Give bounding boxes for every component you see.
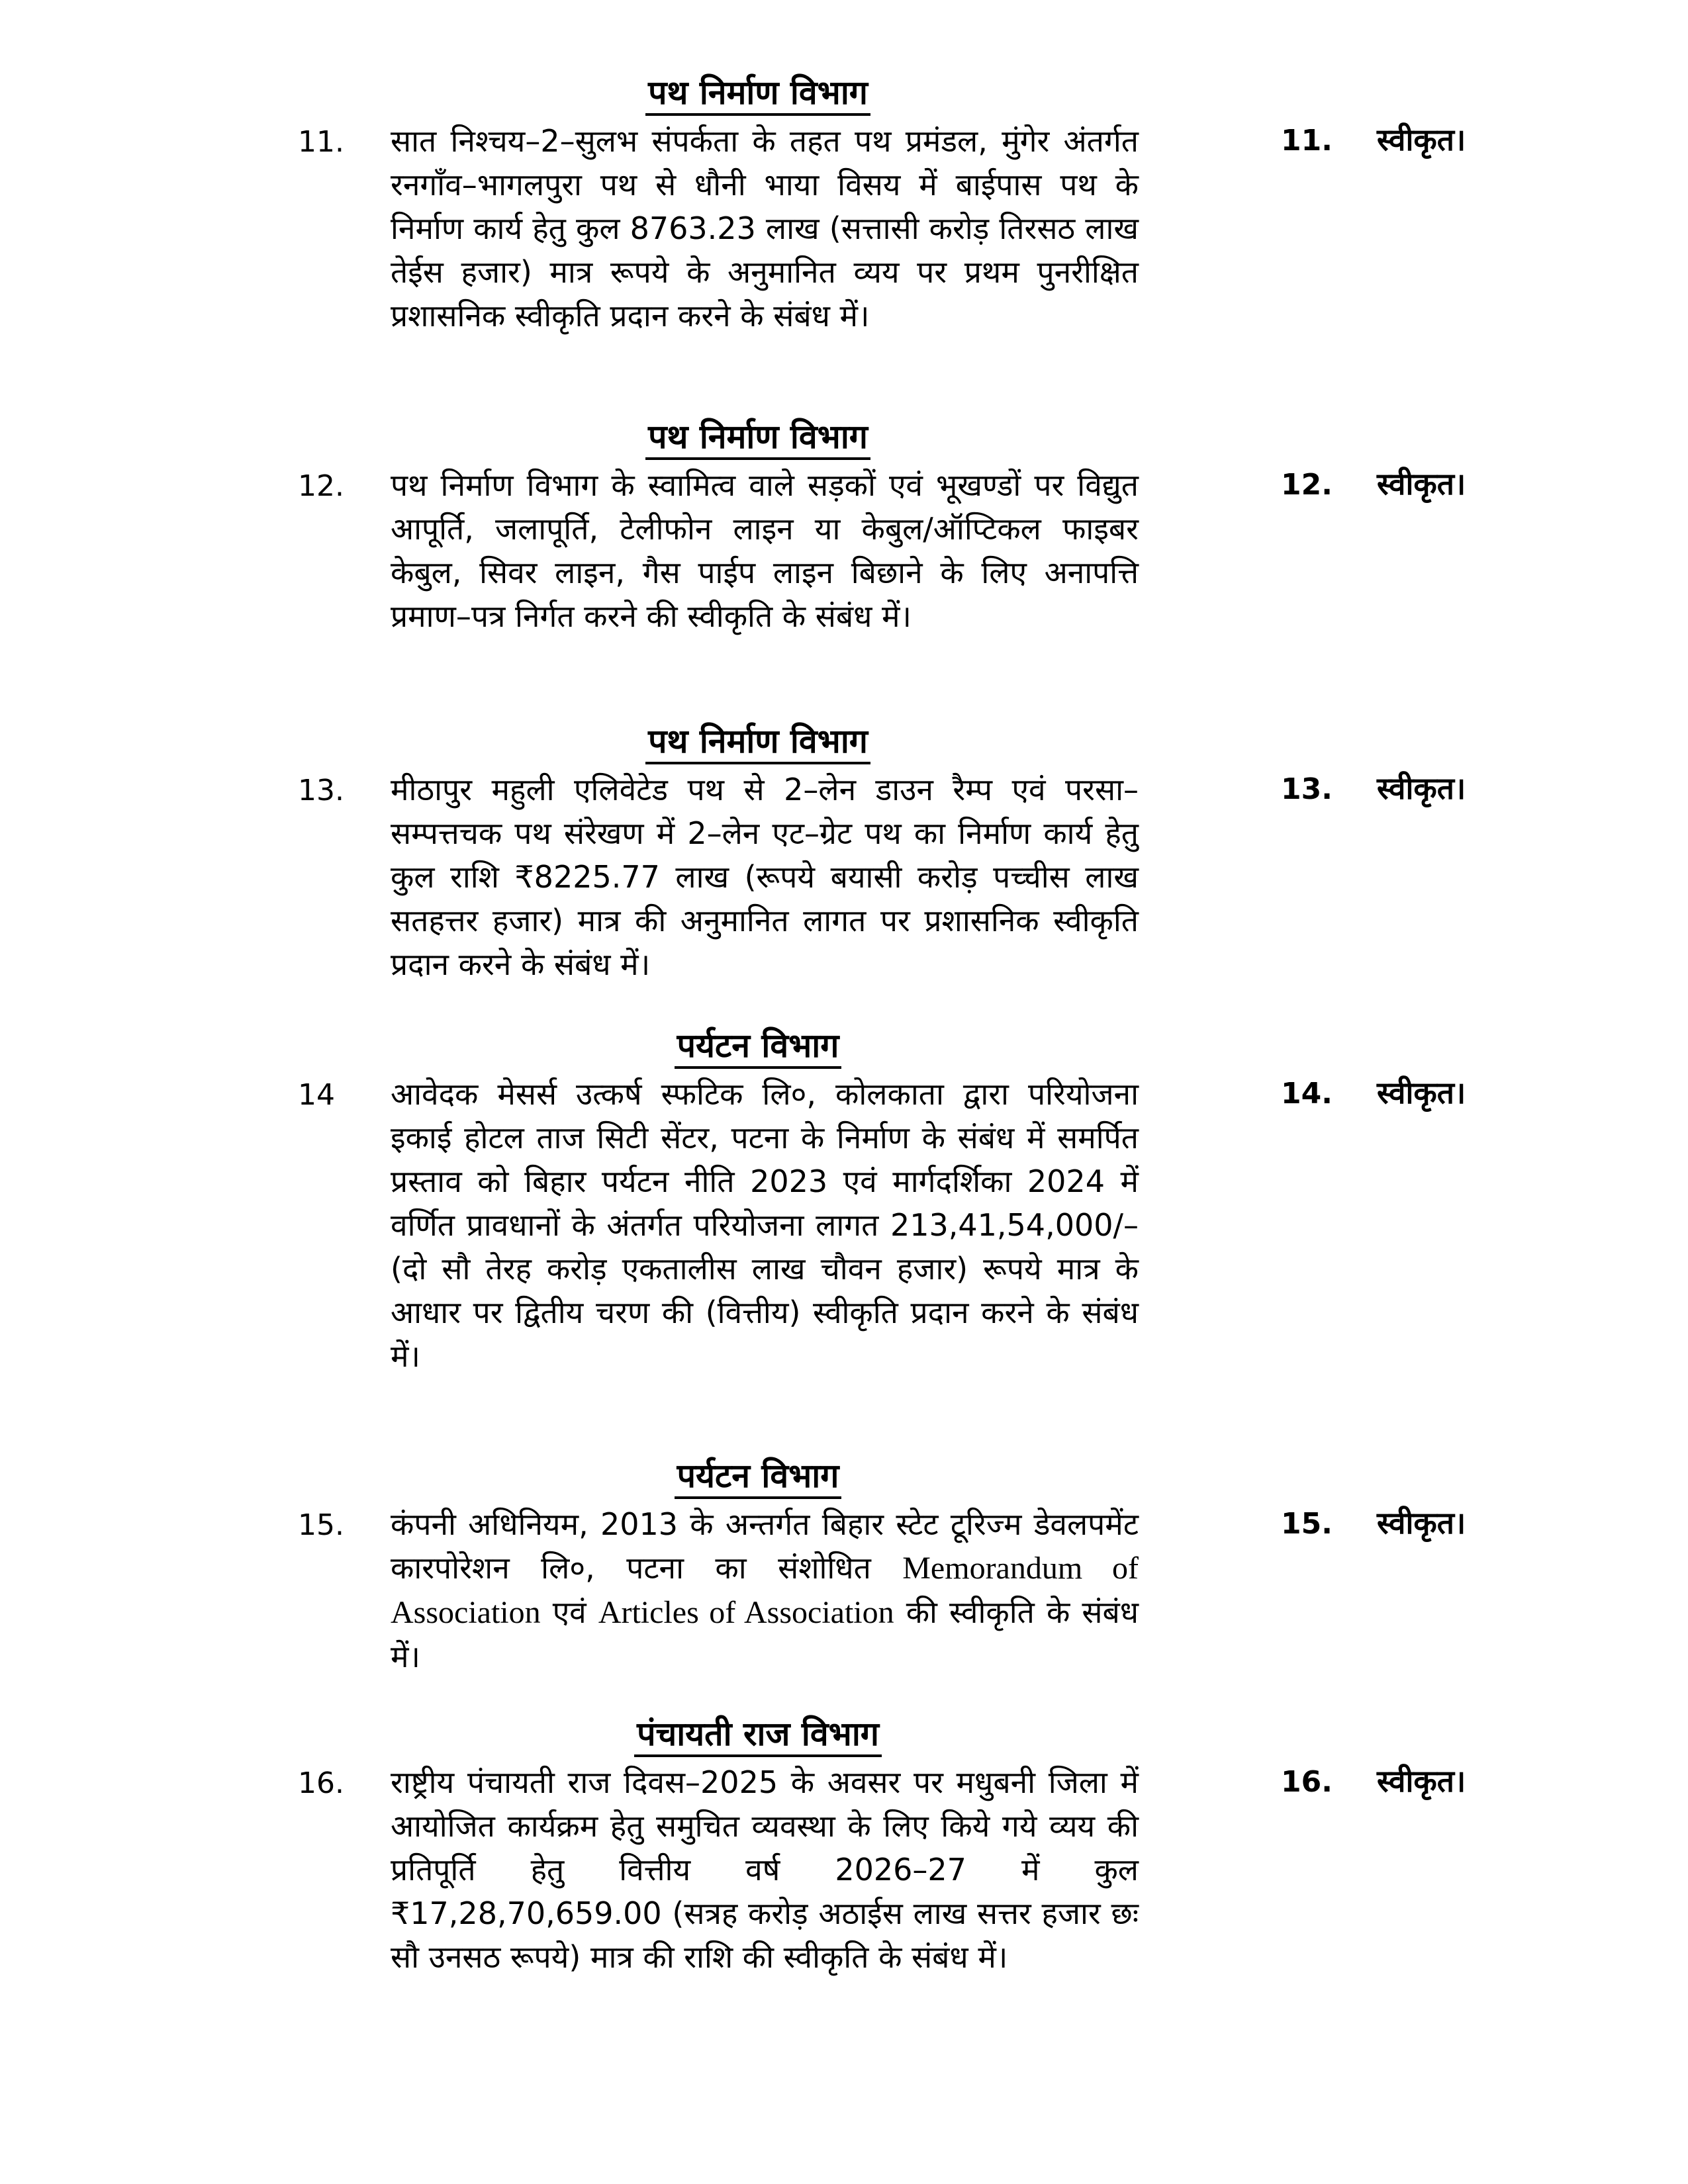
item-description bbox=[391, 1502, 1139, 1678]
department-heading: पर्यटन विभाग bbox=[377, 1026, 1139, 1066]
item-number: 13. bbox=[298, 774, 344, 807]
item-number: 12. bbox=[298, 469, 344, 503]
item-number: 14 bbox=[298, 1078, 335, 1112]
department-heading: पथ निर्माण विभाग bbox=[377, 417, 1139, 457]
description-english-text: Articles of Association bbox=[598, 1595, 894, 1630]
department-heading: पथ निर्माण विभाग bbox=[377, 721, 1139, 761]
description-text: कंपनी अधिनियम, 2013 के अन्तर्गत बिहार स्टेट टूरिज्म डेवलपमेंट कारपोरेशन लि०, पटना का संशोधित bbox=[391, 1506, 1139, 1586]
status-approved: स्वीकृत। bbox=[1377, 1763, 1466, 1799]
result-number: 16. bbox=[1281, 1765, 1333, 1799]
department-heading: पंचायती राज विभाग bbox=[377, 1714, 1139, 1754]
status-approved: स्वीकृत। bbox=[1377, 1505, 1466, 1541]
item-number: 16. bbox=[298, 1766, 344, 1800]
status-approved: स्वीकृत। bbox=[1377, 1075, 1466, 1111]
status-approved: स्वीकृत। bbox=[1377, 122, 1466, 158]
item-description: राष्ट्रीय पंचायती राज दिवस–2025 के अवसर पर मधुबनी जिला में आयोजित कार्यक्रम हेतु समुचित व्यवस्था के लिए किये गये व्यय की प्रतिपूर्ति हेतु वित्तीय वर्ष 2026–27 में कुल ₹17,28,70,659.00 (सत्रह करोड़ अठाईस लाख सत्तर हजार छः सौ उनसठ रूपये) मात्र की राशि की स्वीकृति के संबंध में। bbox=[391, 1764, 1139, 1975]
result-number: 15. bbox=[1281, 1507, 1333, 1541]
item-description: मीठापुर महुली एलिवेटेड पथ से 2–लेन डाउन रैम्प एवं परसा–सम्पत्तचक पथ संरेखण में 2–लेन एट–ग्रेट पथ का निर्माण कार्य हेतु कुल राशि ₹8225.77 लाख (रूपये बयासी करोड़ पच्चीस लाख सतहत्तर हजार) मात्र की अनुमानित लागत पर प्रशासनिक स्वीकृति प्रदान करने के संबंध में। bbox=[391, 772, 1139, 982]
item-number: 15. bbox=[298, 1508, 344, 1542]
item-number: 11. bbox=[298, 125, 344, 159]
department-heading: पथ निर्माण विभाग bbox=[377, 73, 1139, 113]
item-description: आवेदक मेसर्स उत्कर्ष स्फटिक लि०, कोलकाता द्वारा परियोजना इकाई होटल ताज सिटी सेंटर, पटना के निर्माण के संबंध में समर्पित प्रस्ताव को बिहार पर्यटन नीति 2023 एवं मार्गदर्शिका 2024 में वर्णित प्रावधानों के अंतर्गत परियोजना लागत 213,41,54,000/–(दो सौ तेरह करोड़ एकतालीस लाख चौवन हजार) रूपये मात्र के आधार पर द्वितीय चरण की (वित्तीय) स्वीकृति प्रदान करने के संबंध में। bbox=[391, 1076, 1139, 1374]
result-number: 11. bbox=[1281, 124, 1333, 158]
item-description: पथ निर्माण विभाग के स्वामित्व वाले सड़कों एवं भूखण्डों पर विद्युत आपूर्ति, जलापूर्ति, टेलीफोन लाइन या केबुल/ऑप्टिकल फाइबर केबुल, सिवर लाइन, गैस पाईप लाइन बिछाने के लिए अनापत्ति प्रमाण–पत्र निर्गत करने की स्वीकृति के संबंध में। bbox=[391, 467, 1139, 634]
department-heading: पर्यटन विभाग bbox=[377, 1456, 1139, 1496]
status-approved: स्वीकृत। bbox=[1377, 770, 1466, 806]
item-description: सात निश्चय–2–सुलभ संपर्कता के तहत पथ प्रमंडल, मुंगेर अंतर्गत रनगाँव–भागलपुरा पथ से धौनी भाया विसय में बाईपास पथ के निर्माण कार्य हेतु कुल 8763.23 लाख (सत्तासी करोड़ तिरसठ लाख तेईस हजार) मात्र रूपये के अनुमानित व्यय पर प्रथम पुनरीक्षित प्रशासनिक स्वीकृति प्रदान करने के संबंध में। bbox=[391, 123, 1139, 334]
status-approved: स्वीकृत। bbox=[1377, 466, 1466, 502]
description-text: एवं bbox=[552, 1594, 586, 1630]
description-english-text: Memorandum of Association bbox=[391, 1551, 1139, 1630]
result-number: 14. bbox=[1281, 1077, 1333, 1111]
description-text: की स्वीकृति के संबंध में। bbox=[391, 1594, 1139, 1674]
result-number: 13. bbox=[1281, 772, 1333, 806]
result-number: 12. bbox=[1281, 468, 1333, 502]
